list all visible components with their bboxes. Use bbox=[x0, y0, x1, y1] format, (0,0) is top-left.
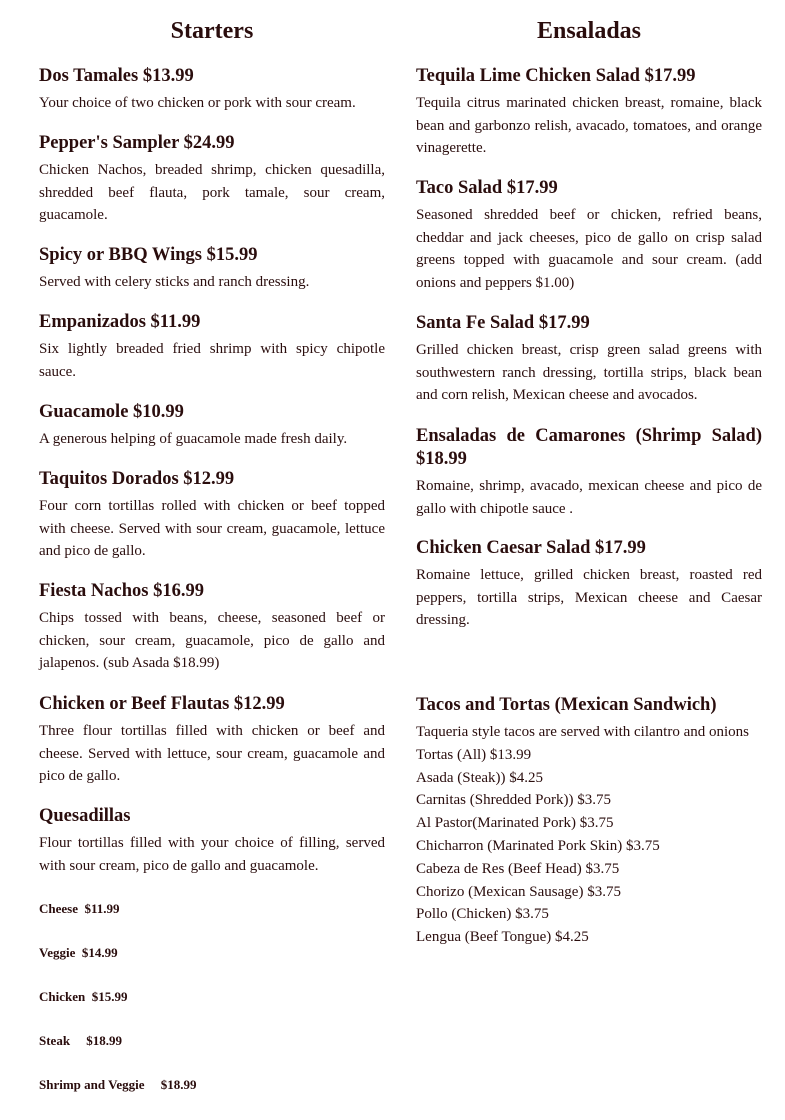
quesadilla-option: Chicken $15.99 bbox=[39, 989, 128, 1004]
tacos-section bbox=[416, 694, 762, 949]
menu-item bbox=[39, 132, 385, 227]
item-name: Taco Salad $17.99 bbox=[416, 178, 558, 198]
item-description: Chips tossed with beans, cheese, seasoned beef or chicken, sour cream, guacamole, pico de gallo and jalapenos. (sub Asada $18.99) bbox=[39, 610, 385, 672]
list-item: Tortas (All) $13.99 bbox=[416, 746, 532, 763]
quesadilla-option: Veggie $14.99 bbox=[39, 945, 118, 960]
quesadilla-option: Cheese $11.99 bbox=[39, 901, 120, 916]
menu-item bbox=[39, 311, 385, 383]
menu-item bbox=[416, 425, 762, 520]
item-description: Chicken Nachos, breaded shrimp, chicken quesadilla, shredded beef flauta, pork tamale, sour cream, guacamole. bbox=[39, 162, 385, 224]
item-name: Pepper's Sampler $24.99 bbox=[39, 133, 235, 153]
list-item: Asada (Steak)) $4.25 bbox=[416, 769, 544, 786]
menu-item bbox=[39, 805, 385, 877]
menu-item bbox=[39, 65, 385, 115]
item-name: Taquitos Dorados $12.99 bbox=[39, 469, 235, 489]
item-name: Chicken or Beef Flautas $12.99 bbox=[39, 694, 285, 714]
item-description: Three flour tortillas filled with chicken or beef and cheese. Served with lettuce, sour cream, guacamole and pico de gallo. bbox=[39, 723, 385, 785]
item-description: Grilled chicken breast, crisp green salad greens with southwestern ranch dressing, tortilla strips, black bean and corn relish, Mexican cheese and avocados. bbox=[416, 342, 762, 404]
quesadilla-option: Steak $18.99 bbox=[39, 1033, 123, 1048]
menu-item bbox=[39, 580, 385, 675]
quesadilla-option: Shrimp and Veggie $18.99 bbox=[39, 1077, 197, 1092]
item-description: Romaine, shrimp, avacado, mexican cheese and pico de gallo with chipotle sauce . bbox=[416, 478, 762, 517]
item-description: Tequila citrus marinated chicken breast, romaine, black bean and garbonzo relish, avacado, tomatoes, and orange vinagerette. bbox=[416, 95, 762, 157]
menu-item bbox=[416, 537, 762, 632]
item-name: Quesadillas bbox=[39, 806, 131, 826]
item-name: Chicken Caesar Salad $17.99 bbox=[416, 538, 646, 558]
item-description: Four corn tortillas rolled with chicken or beef topped with cheese. Served with sour cream, guacamole, lettuce and pico de gallo. bbox=[39, 498, 385, 560]
item-name: Ensaladas de Camarones (Shrimp Salad) $18.99 bbox=[416, 426, 762, 469]
menu-item bbox=[416, 312, 762, 407]
menu-item bbox=[39, 244, 385, 294]
menu-item bbox=[39, 401, 385, 451]
list-item: Pollo (Chicken) $3.75 bbox=[416, 906, 549, 923]
menu-item bbox=[39, 468, 385, 563]
tacos-list bbox=[416, 744, 762, 949]
item-description: A generous helping of guacamole made fresh daily. bbox=[39, 431, 348, 447]
tacos-heading: Tacos and Tortas (Mexican Sandwich) bbox=[416, 695, 717, 715]
item-name: Fiesta Nachos $16.99 bbox=[39, 581, 204, 601]
item-name: Guacamole $10.99 bbox=[39, 402, 184, 422]
item-description: Flour tortillas filled with your choice of filling, served with sour cream, pico de gallo and guacamole. bbox=[39, 835, 385, 874]
list-item: Cabeza de Res (Beef Head) $3.75 bbox=[416, 860, 620, 877]
item-name: Spicy or BBQ Wings $15.99 bbox=[39, 245, 258, 265]
item-name: Empanizados $11.99 bbox=[39, 312, 201, 332]
menu-item bbox=[39, 693, 385, 788]
list-item: Carnitas (Shredded Pork)) $3.75 bbox=[416, 792, 611, 809]
item-description: Romaine lettuce, grilled chicken breast, roasted red peppers, tortilla strips, Mexican cheese and Caesar dressing. bbox=[416, 567, 762, 629]
list-item: Lengua (Beef Tongue) $4.25 bbox=[416, 929, 589, 946]
menu-item bbox=[416, 177, 762, 295]
item-name: Tequila Lime Chicken Salad $17.99 bbox=[416, 66, 696, 86]
list-item: Al Pastor(Marinated Pork) $3.75 bbox=[416, 815, 614, 832]
item-description: Seasoned shredded beef or chicken, refried beans, cheddar and jack cheeses, pico de gallo on crisp salad greens topped with guacamole and sour cream. (add onions and peppers $1.00) bbox=[416, 207, 762, 292]
item-description: Your choice of two chicken or pork with sour cream. bbox=[39, 95, 356, 111]
tacos-intro: Taqueria style tacos are served with cilantro and onions bbox=[416, 724, 750, 740]
item-description: Served with celery sticks and ranch dressing. bbox=[39, 274, 310, 290]
item-name: Santa Fe Salad $17.99 bbox=[416, 313, 590, 333]
list-item: Chorizo (Mexican Sausage) $3.75 bbox=[416, 883, 621, 900]
ensaladas-heading: Ensaladas bbox=[536, 18, 642, 44]
list-item: Chicharron (Marinated Pork Skin) $3.75 bbox=[416, 837, 660, 854]
item-name: Dos Tamales $13.99 bbox=[39, 66, 194, 86]
item-description: Six lightly breaded fried shrimp with spicy chipotle sauce. bbox=[39, 341, 385, 380]
starters-heading: Starters bbox=[170, 18, 254, 44]
menu-item bbox=[416, 65, 762, 160]
